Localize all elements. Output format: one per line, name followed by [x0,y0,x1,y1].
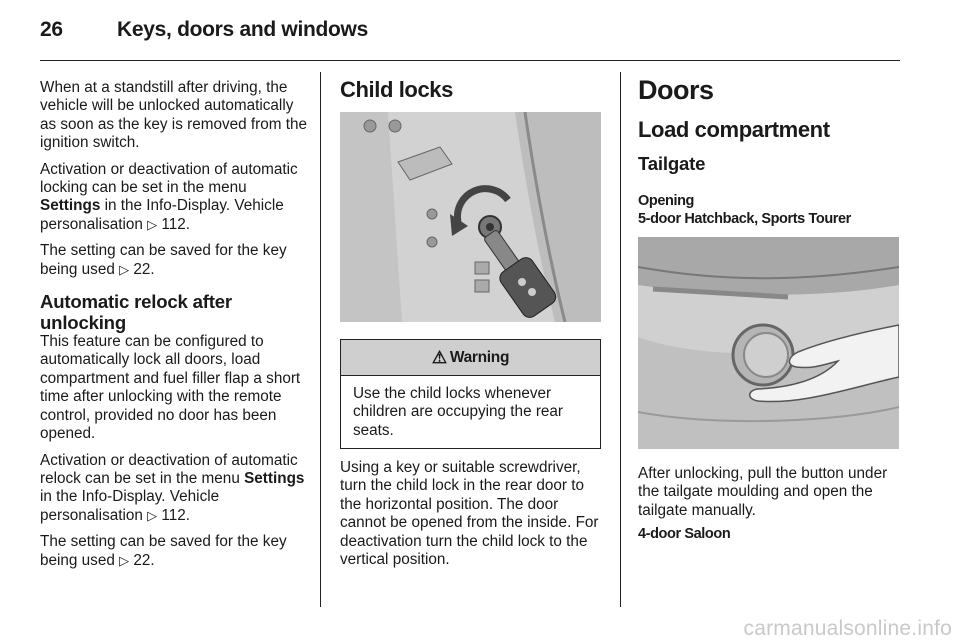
paragraph [40,242,308,279]
watermark: carmanualsonline.info [743,617,952,640]
page-title: Keys, doors and windows [117,18,368,41]
text: Activation or deactivation of automatic locking can be set in the menu [40,160,298,197]
paragraph [40,533,308,570]
tailgate-drawing [638,237,899,449]
column-divider-2 [620,72,621,607]
tailgate-illustration [638,237,899,449]
page-reference[interactable]: 22. [133,551,155,569]
menu-name: Settings [40,197,101,215]
cross-reference-arrow-icon: ▷ [119,261,130,277]
text: in the Info-Display. Vehicle personalisation [40,488,220,524]
cross-reference-arrow-icon: ▷ [147,216,158,232]
warning-text: Use the child locks whenever children are occupying the rear seats. [353,385,564,439]
column-divider-1 [320,72,321,607]
child-lock-illustration [340,112,601,322]
paragraph: When at a standstill after driving, the vehicle will be unlocked automatically as soon as the key is removed from the ignition switch. [40,79,307,152]
subheading-hatchback: 5-door Hatchback, Sports Tourer [638,211,851,227]
warning-box [340,339,601,449]
warning-header [341,340,600,376]
subheading-saloon: 4-door Saloon [638,526,731,542]
page-reference[interactable]: 112. [161,506,191,524]
warning-title: Warning [449,348,510,366]
page-reference[interactable]: 22. [133,260,155,278]
section-heading-child-locks: Child locks [340,77,453,102]
text: The setting can be saved for the key being used [40,533,287,569]
tailgate-paragraph: After unlocking, pull the button under the tailgate moulding and open the tailgate manually. [638,465,888,519]
page-number: 26 [40,18,63,41]
menu-name: Settings [244,469,305,487]
text: in the Info-Display. Vehicle personalisation [40,197,284,233]
child-lock-paragraph: Using a key or suitable screwdriver, turn the child lock in the rear door to the horizontal position. The door cannot be opened from the inside. For deactivation turn the child lock to the vertical position. [340,459,599,569]
paragraph [40,452,308,526]
text: The setting can be saved for the key being used [40,242,287,278]
paragraph: This feature can be configured to automatically lock all doors, load compartment and fuel filler flap a short time after unlocking with the remote control, provided no door has been opened. [40,333,301,443]
section-heading-doors: Doors [638,75,714,105]
cross-reference-arrow-icon: ▷ [147,507,158,523]
text: Activation or deactivation of automatic relock can be set in the menu [40,451,298,487]
section-heading-tailgate: Tailgate [638,153,706,174]
subheading-opening: Opening [638,193,695,209]
paragraph [40,161,308,235]
section-heading: Automatic relock after unlocking [40,291,232,334]
warning-triangle-icon: ⚠ [431,347,447,367]
child-lock-drawing [340,112,601,322]
section-heading-load-compartment: Load compartment [638,117,830,142]
header-divider [40,60,900,61]
page-reference[interactable]: 112. [161,215,191,233]
cross-reference-arrow-icon: ▷ [119,552,130,568]
column-1 [40,79,308,578]
